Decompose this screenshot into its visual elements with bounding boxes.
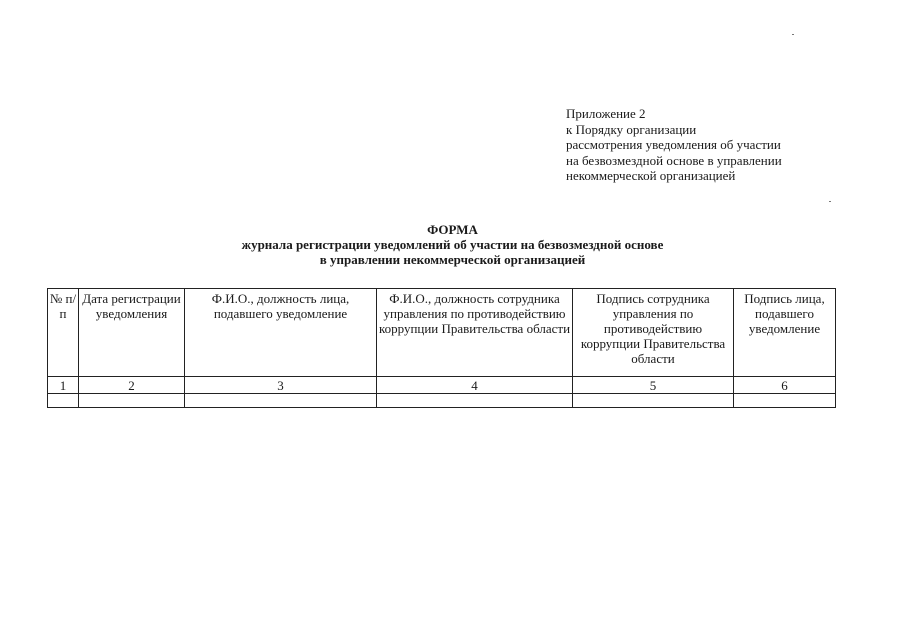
appendix-line: некоммерческой организацией bbox=[566, 168, 736, 183]
header-cell-officer-signature bbox=[573, 289, 734, 377]
column-number-cell: 3 bbox=[185, 377, 377, 394]
header-cell-notifier bbox=[185, 289, 377, 377]
appendix-line: на безвозмездной основе в управлении bbox=[566, 152, 782, 168]
empty-cell bbox=[185, 394, 377, 408]
header-cell-notifier-signature bbox=[734, 289, 836, 377]
appendix-note bbox=[566, 106, 782, 184]
empty-cell bbox=[573, 394, 734, 408]
header-label: № п/п bbox=[49, 291, 77, 321]
appendix-line: рассмотрения уведомления об участии bbox=[566, 137, 781, 152]
scan-speck bbox=[829, 201, 831, 202]
empty-cell bbox=[377, 394, 573, 408]
header-cell-registration-date bbox=[79, 289, 185, 377]
column-number-row bbox=[48, 377, 836, 394]
form-title-line3: в управлении некоммерческой организацией bbox=[319, 252, 586, 267]
empty-cell bbox=[48, 394, 79, 408]
header-cell-officer bbox=[377, 289, 573, 377]
appendix-line: Приложение 2 bbox=[566, 106, 646, 121]
form-title-line1: ФОРМА bbox=[427, 222, 478, 237]
header-label: Дата регистрации уведомления bbox=[82, 291, 181, 321]
column-number-cell: 4 bbox=[377, 377, 573, 394]
form-title bbox=[0, 222, 905, 267]
column-number-cell: 1 bbox=[48, 377, 79, 394]
form-title-line2: журнала регистрации уведомлений об участии на безвозмездной основе bbox=[241, 237, 664, 252]
header-label: Ф.И.О., должность сотрудника управления по противодействию коррупции Правительства области bbox=[378, 291, 571, 336]
header-label: Подпись сотрудника управления по противодействию коррупции Правительства области bbox=[580, 291, 726, 366]
header-label: Ф.И.О., должность лица, подавшего уведомление bbox=[211, 291, 350, 321]
appendix-line: к Порядку организации bbox=[566, 121, 697, 137]
column-number-cell: 6 bbox=[734, 377, 836, 394]
empty-cell bbox=[79, 394, 185, 408]
registration-journal-table bbox=[47, 288, 836, 408]
column-number-cell: 5 bbox=[573, 377, 734, 394]
scan-speck bbox=[792, 34, 794, 35]
column-number-cell: 2 bbox=[79, 377, 185, 394]
header-label: Подпись лица, подавшего уведомление bbox=[744, 291, 825, 336]
table-row bbox=[48, 394, 836, 408]
table-header-row bbox=[48, 289, 836, 377]
header-cell-number bbox=[48, 289, 79, 377]
empty-cell bbox=[734, 394, 836, 408]
